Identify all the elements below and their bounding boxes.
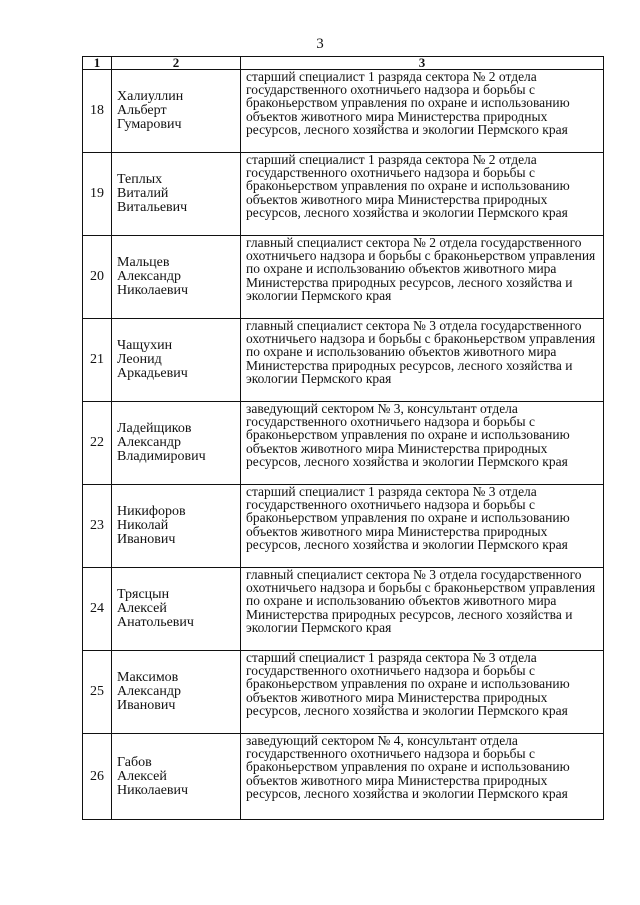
name-line: Анатольевич [117,615,194,630]
table-row [83,485,604,568]
table-row [83,70,604,153]
row-number-cell: 21 [83,319,112,402]
personnel-table-body [83,57,604,820]
name-line: Николаевич [117,283,189,298]
position-cell: старший специалист 1 разряда сектора № 3 отдела государственного охотничьего надзора и борьбы с браконьерством управления по охране и использованию объектов животного мира Министерства природных ресурсов, лесного хозяйства и экологии Пермского края [241,485,604,568]
table-row [83,651,604,734]
table-row [83,319,604,402]
row-number-cell: 23 [83,485,112,568]
table-row [83,236,604,319]
name-line: Габов [117,754,152,770]
row-number-cell: 25 [83,651,112,734]
name-line: Мальцев [117,255,170,270]
header-cell-name: 2 [112,57,241,70]
position-cell: главный специалист сектора № 3 отдела государственного охотничьего надзора и борьбы с браконьерством управления по охране и использованию объектов животного мира Министерства природных ресурсов, лесного хозяйства и экологии Пермского края [241,319,604,402]
full-name-cell [112,236,241,319]
position-cell: старший специалист 1 разряда сектора № 3 отдела государственного охотничьего надзора и борьбы с браконьерством управления по охране и использованию объектов животного мира Министерства природных ресурсов, лесного хозяйства и экологии Пермского края [241,651,604,734]
position-cell: заведующий сектором № 3, консультант отдела государственного охотничьего надзора и борьбы с браконьерством управления по охране и использованию объектов животного мира Министерства природных ресурсов, лесного хозяйства и экологии Пермского края [241,402,604,485]
name-line: Алексей [117,601,167,616]
name-line: Иванович [117,698,176,713]
header-cell-position: 3 [241,57,604,70]
name-line: Александр [117,435,181,450]
name-line: Виталий [117,186,169,201]
name-line: Никифоров [117,504,186,519]
row-number-cell: 18 [83,70,112,153]
name-line: Иванович [117,532,176,547]
name-line: Владимирович [117,449,206,464]
name-line: Альберт [117,103,167,118]
row-number-cell: 19 [83,153,112,236]
name-line: Алексей [117,768,167,784]
row-number-cell: 26 [83,734,112,820]
name-line: Халиуллин [117,89,184,104]
position-cell: главный специалист сектора № 2 отдела государственного охотничьего надзора и борьбы с браконьерством управления по охране и использованию объектов животного мира Министерства природных ресурсов, лесного хозяйства и экологии Пермского края [241,236,604,319]
position-cell: заведующий сектором № 4, консультант отдела государственного охотничьего надзора и борьбы с браконьерством управления по охране и использованию объектов животного мира Министерства природных ресурсов, лесного хозяйства и экологии Пермского края [241,734,604,820]
full-name-cell [112,734,241,820]
table-header-row [83,57,604,70]
personnel-table [82,56,604,820]
name-line: Гумарович [117,117,182,132]
header-cell-number: 1 [83,57,112,70]
page-number: 3 [316,36,324,52]
table-row [83,153,604,236]
row-number-cell: 20 [83,236,112,319]
name-line: Леонид [117,352,162,367]
row-number-cell: 22 [83,402,112,485]
full-name-cell [112,485,241,568]
table-row [83,402,604,485]
name-line: Николай [117,518,169,533]
position-cell: старший специалист 1 разряда сектора № 2 отдела государственного охотничьего надзора и борьбы с браконьерством управления по охране и использованию объектов животного мира Министерства природных ресурсов, лесного хозяйства и экологии Пермского края [241,70,604,153]
row-number-cell: 24 [83,568,112,651]
full-name-cell [112,402,241,485]
name-line: Николаевич [117,782,189,798]
name-line: Максимов [117,670,179,685]
table-row [83,734,604,820]
name-line: Александр [117,684,181,699]
name-line: Александр [117,269,181,284]
name-line: Теплых [117,172,163,187]
name-line: Ладейщиков [117,421,192,436]
name-line: Аркадьевич [117,366,188,381]
full-name-cell [112,651,241,734]
full-name-cell [112,153,241,236]
name-line: Витальевич [117,200,188,215]
position-cell: главный специалист сектора № 3 отдела государственного охотничьего надзора и борьбы с браконьерством управления по охране и использованию объектов животного мира Министерства природных ресурсов, лесного хозяйства и экологии Пермского края [241,568,604,651]
full-name-cell [112,70,241,153]
name-line: Чащухин [117,338,173,353]
name-line: Трясцын [117,587,170,602]
position-cell: старший специалист 1 разряда сектора № 2 отдела государственного охотничьего надзора и борьбы с браконьерством управления по охране и использованию объектов животного мира Министерства природных ресурсов, лесного хозяйства и экологии Пермского края [241,153,604,236]
full-name-cell [112,568,241,651]
table-row [83,568,604,651]
full-name-cell [112,319,241,402]
